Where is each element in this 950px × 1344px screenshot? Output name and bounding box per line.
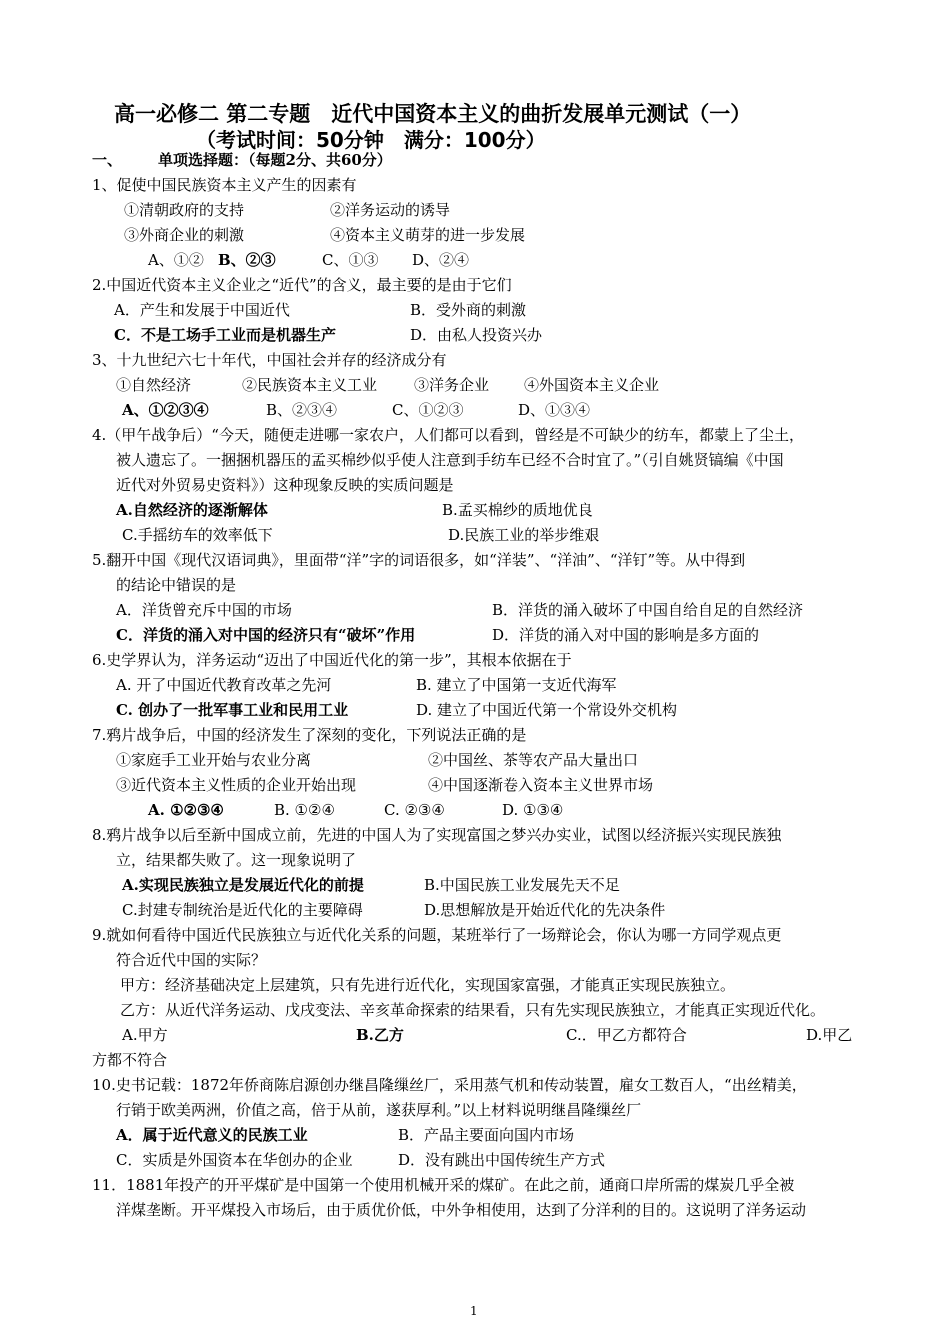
q5-option-b: B．洋货的涌入破坏了中国自给自足的自然经济 — [492, 601, 804, 619]
q8-option-b: B.中国民族工业发展先天不足 — [424, 876, 620, 894]
q1-item-2: ②洋务运动的诱导 — [330, 201, 451, 219]
q9-side-jia: 甲方：经济基础决定上层建筑，只有先进行近代化，实现国家富强，才能真正实现民族独立。 — [120, 976, 736, 994]
q1-option-c: C、①③ — [322, 251, 379, 269]
q5-option-d: D．洋货的涌入对中国的影响是多方面的 — [492, 626, 760, 644]
q4-option-c: C.手摇纺车的效率低下 — [122, 526, 273, 544]
question-3-stem: 3、十九世纪六七十年代，中国社会并存的经济成分有 — [92, 351, 447, 369]
q5-option-a: A．洋货曾充斥中国的市场 — [116, 601, 292, 619]
q7-item-3: ③近代资本主义性质的企业开始出现 — [116, 776, 357, 794]
question-6-stem: 6.史学界认为，洋务运动“迈出了中国近代化的第一步”，其根本依据在于 — [92, 651, 572, 669]
q8-option-d: D.思想解放是开始近代化的先决条件 — [424, 901, 666, 919]
q2-option-d: D．由私人投资兴办 — [410, 326, 543, 344]
question-11-stem-line-1: 11．1881年投产的开平煤矿是中国第一个使用机械开采的煤矿。在此之前，通商口岸所需的煤炭几乎全被 — [92, 1176, 795, 1194]
q9-side-yi: 乙方：从近代洋务运动、戊戌变法、辛亥革命探索的结果看，只有先实现民族独立，才能真正实现近代化。 — [120, 1001, 826, 1019]
question-11-stem-line-2: 洋煤垄断。开平煤投入市场后，由于质优价低，中外争相使用，达到了分洋利的目的。这说明了洋务运动 — [116, 1201, 807, 1219]
q8-option-c: C.封建专制统治是近代化的主要障碍 — [122, 901, 363, 919]
question-4-stem-line-2: 被人遗忘了。一捆捆机器压的孟买棉纱似乎使人注意到手纺车已经不合时宜了。”（引自姚贤镐编《中国 — [116, 451, 784, 469]
page-number: 1 — [470, 1304, 478, 1318]
q6-option-b: B. 建立了中国第一支近代海军 — [416, 676, 617, 694]
q9-option-d: D.甲乙 — [806, 1026, 853, 1044]
q1-option-b-answer: B、②③ — [218, 251, 276, 269]
question-4-stem-line-3: 近代对外贸易史资料》）这种现象反映的实质问题是 — [116, 476, 454, 494]
q4-option-d: D.民族工业的举步维艰 — [448, 526, 600, 544]
question-5-stem-line-2: 的结论中错误的是 — [116, 576, 237, 594]
q8-option-a-answer: A.实现民族独立是发展近代化的前提 — [122, 876, 364, 894]
q10-option-b: B．产品主要面向国内市场 — [398, 1126, 575, 1144]
q2-option-b: B．受外商的刺激 — [410, 301, 527, 319]
q9-option-d-continued: 方都不符合 — [92, 1051, 168, 1069]
question-7-stem: 7.鸦片战争后，中国的经济发生了深刻的变化，下列说法正确的是 — [92, 726, 527, 744]
q3-option-a-answer: A、①②③④ — [122, 401, 209, 419]
question-10-stem-line-2: 行销于欧美两洲，价值之高，倍于从前，遂获厚利。”以上材料说明继昌隆缫丝厂 — [116, 1101, 642, 1119]
q1-option-a: A、①② — [148, 251, 204, 269]
question-8-stem-line-1: 8.鸦片战争以后至新中国成立前，先进的中国人为了实现富国之梦兴办实业，试图以经济振兴实现民族独 — [92, 826, 782, 844]
q9-option-a: A.甲方 — [122, 1026, 168, 1044]
q6-option-d: D. 建立了中国近代第一个常设外交机构 — [416, 701, 678, 719]
exam-subtitle: （考试时间：50分钟 满分：100分） — [196, 128, 546, 152]
question-8-stem-line-2: 立，结果都失败了。这一现象说明了 — [116, 851, 357, 869]
q3-option-c: C、①②③ — [392, 401, 464, 419]
q1-option-d: D、②④ — [412, 251, 470, 269]
q7-item-2: ②中国丝、茶等农产品大量出口 — [428, 751, 639, 769]
q9-option-b-answer: B.乙方 — [356, 1026, 404, 1044]
question-9-stem-line-2: 符合近代中国的实际？ — [116, 951, 267, 969]
q3-item-4: ④外国资本主义企业 — [524, 376, 660, 394]
q7-option-c: C. ②③④ — [384, 801, 445, 819]
section-number: 一、 — [92, 151, 123, 169]
q7-option-d: D. ①③④ — [502, 801, 564, 819]
q7-item-1: ①家庭手工业开始与农业分离 — [116, 751, 312, 769]
question-2-stem: 2.中国近代资本主义企业之“近代”的含义，最主要的是由于它们 — [92, 276, 512, 294]
q2-option-a: A．产生和发展于中国近代 — [114, 301, 290, 319]
q1-item-1: ①清朝政府的支持 — [124, 201, 245, 219]
q6-option-a: A. 开了中国近代教育改革之先河 — [116, 676, 332, 694]
section-heading: 单项选择题：（每题2分、共60分） — [158, 151, 392, 169]
question-1-stem: 1、促使中国民族资本主义产生的因素有 — [92, 176, 357, 194]
page-title: 高一必修二 第二专题 近代中国资本主义的曲折发展单元测试（一） — [114, 102, 752, 126]
q10-option-a-answer: A．属于近代意义的民族工业 — [116, 1126, 308, 1144]
q3-item-2: ②民族资本主义工业 — [242, 376, 378, 394]
question-5-stem-line-1: 5.翻开中国《现代汉语词典》，里面带“洋”字的词语很多，如“洋装”、“洋油”、“洋钉”等。从中得到 — [92, 551, 746, 569]
q7-option-b: B. ①②④ — [274, 801, 335, 819]
q9-option-c: C.．甲乙方都符合 — [566, 1026, 687, 1044]
q1-item-4: ④资本主义萌芽的进一步发展 — [330, 226, 526, 244]
q10-option-d: D．没有跳出中国传统生产方式 — [398, 1151, 606, 1169]
question-10-stem-line-1: 10.史书记载：1872年侨商陈启源创办继昌隆缫丝厂，采用蒸气机和传动装置，雇女工数百人，“出丝精美， — [92, 1076, 807, 1094]
q10-option-c: C．实质是外国资本在华创办的企业 — [116, 1151, 353, 1169]
q3-item-1: ①自然经济 — [116, 376, 192, 394]
q3-item-3: ③洋务企业 — [414, 376, 490, 394]
q1-item-3: ③外商企业的刺激 — [124, 226, 245, 244]
q7-option-a-answer: A. ①②③④ — [148, 801, 224, 819]
q4-option-a-answer: A.自然经济的逐渐解体 — [116, 501, 268, 519]
q3-option-b: B、②③④ — [266, 401, 338, 419]
question-4-stem-line-1: 4.（甲午战争后）“今天，随便走进哪一家农户，人们都可以看到，曾经是不可缺少的纺车，都蒙上了尘土， — [92, 426, 804, 444]
q7-item-4: ④中国逐渐卷入资本主义世界市场 — [428, 776, 654, 794]
q3-option-d: D、①③④ — [518, 401, 591, 419]
q6-option-c-answer: C. 创办了一批军事工业和民用工业 — [116, 701, 349, 719]
q5-option-c-answer: C．洋货的涌入对中国的经济只有“破坏”作用 — [116, 626, 416, 644]
q4-option-b: B.孟买棉纱的质地优良 — [442, 501, 593, 519]
question-9-stem-line-1: 9.就如何看待中国近代民族独立与近代化关系的问题，某班举行了一场辩论会，你认为哪一方同学观点更 — [92, 926, 782, 944]
q2-option-c-answer: C．不是工场手工业而是机器生产 — [114, 326, 336, 344]
